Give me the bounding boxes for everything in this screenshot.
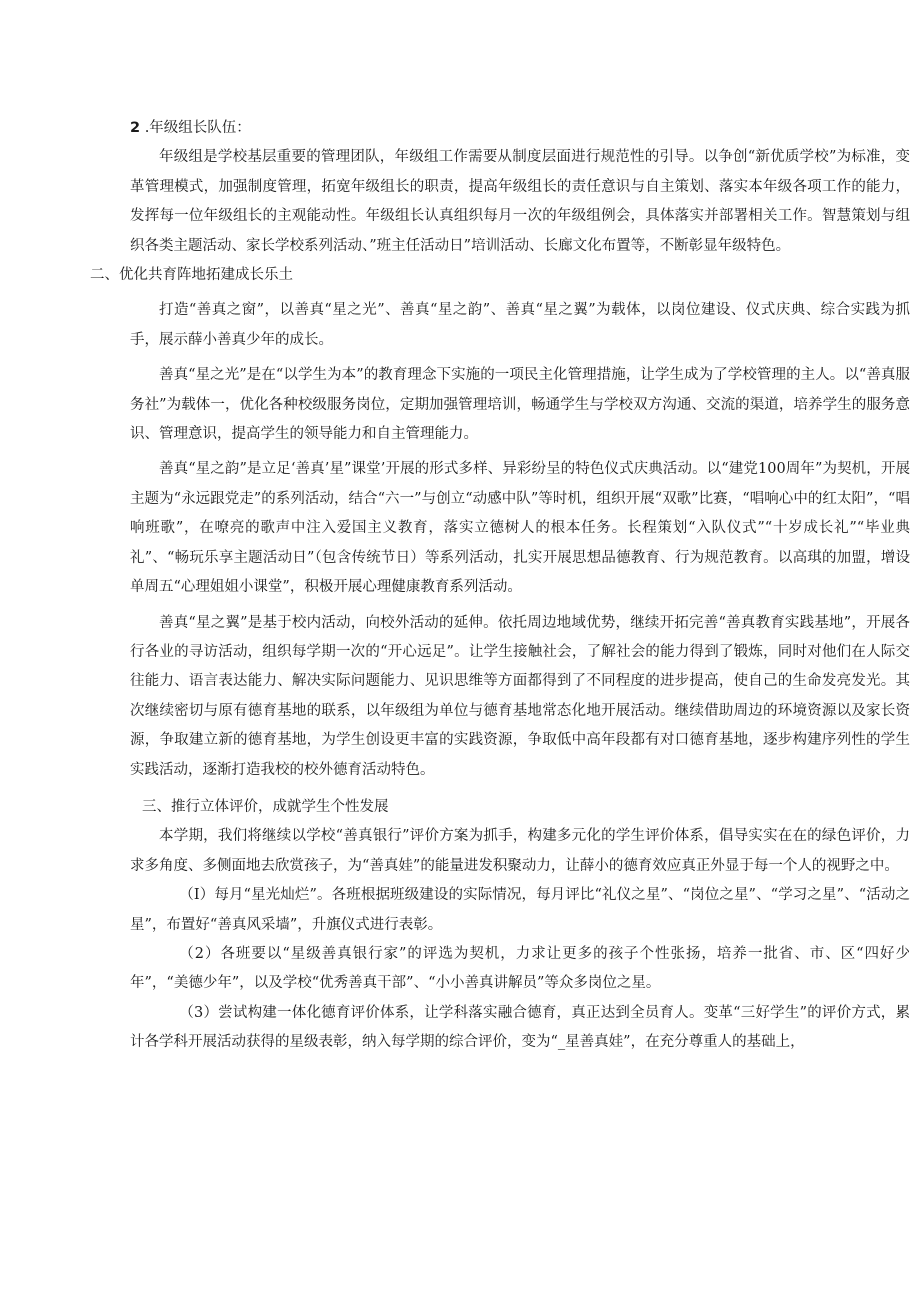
section-heading-2: 二、优化共育阵地拓建成长乐土 [90, 267, 293, 284]
paragraph-evaluation: 本学期，我们将继续以学校“善真银行”评价方案为抓手，构建多元化的学生评价体系，倡导实实在在的绿色评价，力求多角度、多侧面地去欣赏孩子，为“善真娃”的能量进发积聚动力，让薛小的德育效应真正外显于每一个人的视野之中。 [130, 828, 910, 874]
heading-year-group-leaders [130, 114, 910, 143]
paragraph-star-light: 善真“星之光”是在“以学生为本”的教育理念下实施的一项民主化管理措施，让学生成为了学校管理的主人。以“善真服务社”为载体一，优化各种校级服务岗位，定期加强管理培训，畅通学生与学校双方沟通、交流的渠道，培养学生的服务意识、管理意识，提高学生的领导能力和自主管理能力。 [130, 367, 910, 443]
paragraph-year-group: 年级组是学校基层重要的管理团队，年级组工作需要从制度层面进行规范性的引导。以争创“新优质学校”为标准，变革管理模式，加强制度管理，拓宽年级组长的职责，提高年级组长的责任意识与自主策划、落实本年级各项工作的能力，发挥每一位年级组长的主观能动性。年级组长认真组织每月一次的年级组例会，具体落实并部署相关工作。智慧策划与组织各类主题活动、家长学校系列活动、”班主任活动日”培训活动、长廊文化布置等，不断彰显年级特色。 [130, 149, 910, 254]
list-item-2: （2）各班要以“星级善真银行家”的评选为契机，力求让更多的孩子个性张扬，培养一批省、市、区“四好少年”，“美德少年”，以及学校“优秀善真干部”、“小小善真讲解员”等众多岗位之星。 [130, 945, 910, 992]
paragraph-star-wing: 善真“星之翼”是基于校内活动，向校外活动的延伸。依托周边地域优势，继续开拓完善“善真教育实践基地”，开展各行各业的寻访活动，组织每学期一次的“开心远足”。让学生接触社会，了解社会的能力得到了锻炼，同时对他们在人际交往能力、语言表达能力、解决实际问题能力、见识思维等方面都得到了不同程度的进步提高，使自己的生命发亮发光。其次继续密切与原有德育基地的联系，以年级组为单位与德育基地常态化地开展活动。继续借助周边的环境资源以及家长资源，争取建立新的德育基地，为学生创设更丰富的实践资源，争取低中高年段都有对口德育基地，逐步构建序列性的学生实践活动，逐渐打造我校的校外德育活动特色。 [130, 614, 910, 778]
section-heading-3: 三、推行立体评价，成就学生个性发展 [142, 798, 389, 815]
list-item-1: （I）每月“星光灿烂”。各班根据班级建设的实际情况，每月评比“礼仪之星”、“岗位之星”、“学习之星”、“活动之星”，布置好“善真风采墙”，升旗仪式进行表彰。 [130, 887, 910, 933]
document-body [90, 114, 910, 1058]
heading-number: 2 [130, 120, 141, 136]
paragraph-window: 打造“善真之窗”，以善真“星之光”、善真“星之韵”、善真“星之翼”为载体，以岗位建设、仪式庆典、综合实践为抓手，展示薛小善真少年的成长。 [130, 302, 910, 348]
list-item-3: （3）尝试构建一体化德育评价体系，让学科落实融合德育，真正达到全员育人。变革“三好学生”的评价方式，累计各学科开展活动获得的星级表彰，纳入每学期的综合评价，变为“_星善真娃”，在充分尊重人的基础上， [130, 1004, 910, 1051]
heading-text: .年级组长队伍： [140, 120, 251, 136]
paragraph-star-rhyme: 善真“星之韵”是立足‘善真’星”课堂’开展的形式多样、异彩纷呈的特色仪式庆典活动。以“建党100周年”为契机，开展主题为“永远跟党走”的系列活动，结合“六一”与创立“动感中队”等时机，组织开展“双歌”比赛，“唱响心中的红太阳”，“唱响班歌”，在嘹亮的歌声中注入爱国主义教育，落实立德树人的根本任务。长程策划“入队仪式”“十岁成长礼”“毕业典礼”、“畅玩乐享主题活动日”（包含传统节日）等系列活动，扎实开展思想品德教育、行为规范教育。以高琪的加盟，增设单周五“心理姐姐小课堂”，积极开展心理健康教育系列活动。 [130, 461, 910, 596]
